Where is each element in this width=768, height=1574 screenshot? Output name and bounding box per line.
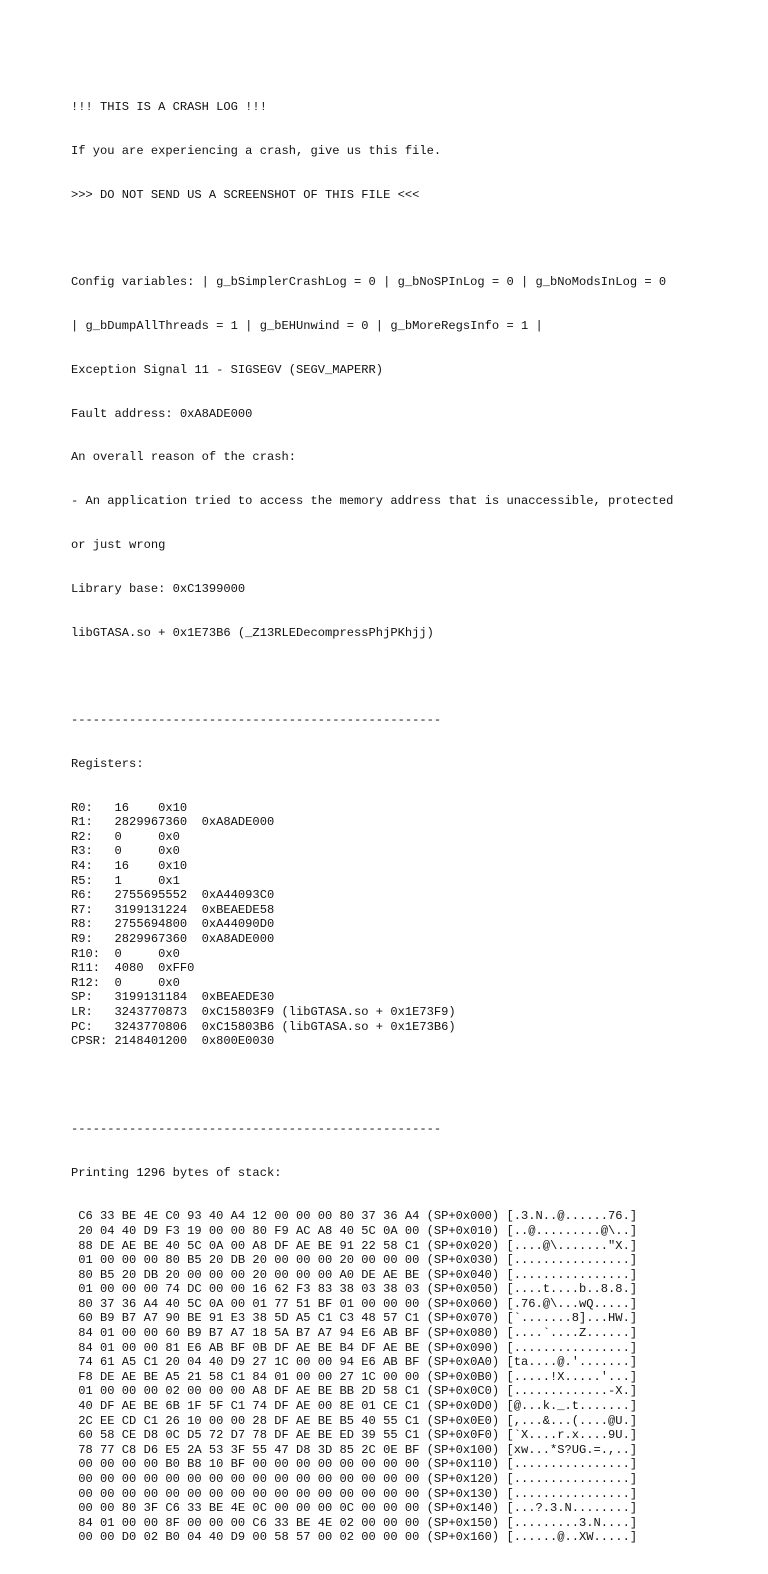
stack-row: F8 DE AE BE A5 21 58 C1 84 01 00 00 27 1C 00 00 (SP+0x0B0) [.....!X.....'...] (71, 1369, 638, 1384)
register-line: R10: 0 0x0 (71, 946, 180, 961)
stack-row: 60 58 CE D8 0C D5 72 D7 78 DF AE BE ED 39 55 C1 (SP+0x0F0) [`X....r.x....9U.] (71, 1428, 638, 1443)
register-line: R8: 2755694800 0xA44090D0 (71, 917, 275, 932)
screenshot-warning: >>> DO NOT SEND US A SCREENSHOT OF THIS FILE <<< (71, 187, 420, 202)
stack-row: 40 DF AE BE 6B 1F 5F C1 74 DF AE 00 8E 01 CE C1 (SP+0x0D0) [@...k._.t.......] (71, 1399, 638, 1414)
register-line: R9: 2829967360 0xA8ADE000 (71, 932, 275, 947)
stack-row: 01 00 00 00 74 DC 00 00 16 62 F3 83 38 03 38 03 (SP+0x050) [....t....b..8.8.] (71, 1282, 638, 1297)
register-line: R11: 4080 0xFF0 (71, 961, 195, 976)
separator-line: --------------------------------------------------- (71, 713, 442, 728)
separator-line: --------------------------------------------------- (71, 1121, 442, 1136)
registers-heading: Registers: (71, 756, 144, 771)
register-line: SP: 3199131184 0xBEAEDE30 (71, 990, 275, 1005)
crash-log-title: !!! THIS IS A CRASH LOG !!! (71, 100, 267, 115)
reason-line-1: - An application tried to access the memory address that is unaccessible, protected (71, 494, 674, 509)
register-line: R6: 2755695552 0xA44093C0 (71, 888, 275, 903)
config-line-2: | g_bDumpAllThreads = 1 | g_bEHUnwind = 0 | g_bMoreRegsInfo = 1 | (71, 319, 543, 334)
crash-log-text (71, 71, 751, 1574)
register-line: LR: 3243770873 0xC15803F9 (libGTASA.so + 0x1E73F9) (71, 1005, 456, 1019)
register-line: R0: 16 0x10 (71, 800, 188, 815)
register-line: R12: 0 0x0 (71, 975, 180, 990)
reason-heading: An overall reason of the crash: (71, 450, 296, 465)
exception-signal: Exception Signal 11 - SIGSEGV (SEGV_MAPERR) (71, 362, 384, 377)
fault-address: Fault address: 0xA8ADE000 (71, 406, 253, 421)
stack-row: 84 01 00 00 60 B9 B7 A7 18 5A B7 A7 94 E6 AB BF (SP+0x080) [....`....Z......] (71, 1326, 638, 1341)
stack-row: C6 33 BE 4E C0 93 40 A4 12 00 00 00 80 37 36 A4 (SP+0x000) [.3.N..@......76.] (71, 1209, 638, 1224)
config-line-1: Config variables: | g_bSimplerCrashLog = 0 | g_bNoSPInLog = 0 | g_bNoModsInLog = 0 (71, 275, 667, 290)
blank-line (71, 669, 751, 684)
blank-line (71, 1078, 751, 1093)
register-line: R2: 0 0x0 (71, 829, 180, 844)
register-line: R4: 16 0x10 (71, 859, 188, 874)
stack-row: 78 77 C8 D6 E5 2A 53 3F 55 47 D8 3D 85 2C 0E BF (SP+0x100) [xw...*S?UG.=.,..] (71, 1442, 638, 1457)
stack-row: 00 00 00 00 B0 B8 10 BF 00 00 00 00 00 00 00 00 (SP+0x110) [................] (71, 1457, 638, 1472)
register-line: R1: 2829967360 0xA8ADE000 (71, 815, 275, 830)
stack-row: 60 B9 B7 A7 90 BE 91 E3 38 5D A5 C1 C3 48 57 C1 (SP+0x070) [`.......8]...HW.] (71, 1311, 638, 1326)
stack-row: 01 00 00 00 80 B5 20 DB 20 00 00 00 20 00 00 00 (SP+0x030) [................] (71, 1253, 638, 1268)
register-line: R5: 1 0x1 (71, 873, 180, 888)
crash-location: libGTASA.so + 0x1E73B6 (_Z13RLEDecompressPhjPKhjj) (71, 625, 434, 640)
register-line: R7: 3199131224 0xBEAEDE58 (71, 902, 275, 917)
stack-row: 00 00 D0 02 B0 04 40 D9 00 58 57 00 02 00 00 00 (SP+0x160) [......@..XW.....] (71, 1530, 638, 1545)
stack-row: 00 00 80 3F C6 33 BE 4E 0C 00 00 00 0C 00 00 00 (SP+0x140) [...?.3.N........] (71, 1501, 638, 1516)
register-list (71, 801, 751, 1049)
stack-heading: Printing 1296 bytes of stack: (71, 1165, 282, 1180)
stack-row: 88 DE AE BE 40 5C 0A 00 A8 DF AE BE 91 22 58 C1 (SP+0x020) [....@\......."X.] (71, 1238, 638, 1253)
instruction-line: If you are experiencing a crash, give us this file. (71, 143, 442, 158)
stack-dump (71, 1209, 751, 1545)
stack-row: 84 01 00 00 8F 00 00 00 C6 33 BE 4E 02 00 00 00 (SP+0x150) [.........3.N....] (71, 1515, 638, 1530)
stack-row: 00 00 00 00 00 00 00 00 00 00 00 00 00 00 00 00 (SP+0x120) [................] (71, 1472, 638, 1486)
reason-line-2: or just wrong (71, 538, 166, 552)
stack-row: 74 61 A5 C1 20 04 40 D9 27 1C 00 00 94 E6 AB BF (SP+0x0A0) [ta....@.'.......] (71, 1355, 638, 1370)
stack-row: 00 00 00 00 00 00 00 00 00 00 00 00 00 00 00 00 (SP+0x130) [................] (71, 1486, 638, 1501)
stack-row: 80 37 36 A4 40 5C 0A 00 01 77 51 BF 01 00 00 00 (SP+0x060) [.76.@\...wQ.....] (71, 1296, 638, 1311)
stack-row: 2C EE CD C1 26 10 00 00 28 DF AE BE B5 40 55 C1 (SP+0x0E0) [,...&...(....@U.] (71, 1413, 638, 1428)
register-line: PC: 3243770806 0xC15803B6 (libGTASA.so + 0x1E73B6) (71, 1019, 456, 1034)
register-line: CPSR: 2148401200 0x800E0030 (71, 1034, 275, 1049)
stack-row: 20 04 40 D9 F3 19 00 00 80 F9 AC A8 40 5C 0A 00 (SP+0x010) [..@.........@\..] (71, 1223, 638, 1238)
blank-line (71, 232, 751, 247)
stack-row: 01 00 00 00 02 00 00 00 A8 DF AE BE BB 2D 58 C1 (SP+0x0C0) [.............-X.] (71, 1384, 638, 1399)
stack-row: 84 01 00 00 81 E6 AB BF 0B DF AE BE B4 DF AE BE (SP+0x090) [................] (71, 1340, 638, 1355)
stack-row: 80 B5 20 DB 20 00 00 00 20 00 00 00 A0 DE AE BE (SP+0x040) [................] (71, 1267, 638, 1282)
register-line: R3: 0 0x0 (71, 844, 180, 859)
library-base: Library base: 0xC1399000 (71, 581, 246, 596)
